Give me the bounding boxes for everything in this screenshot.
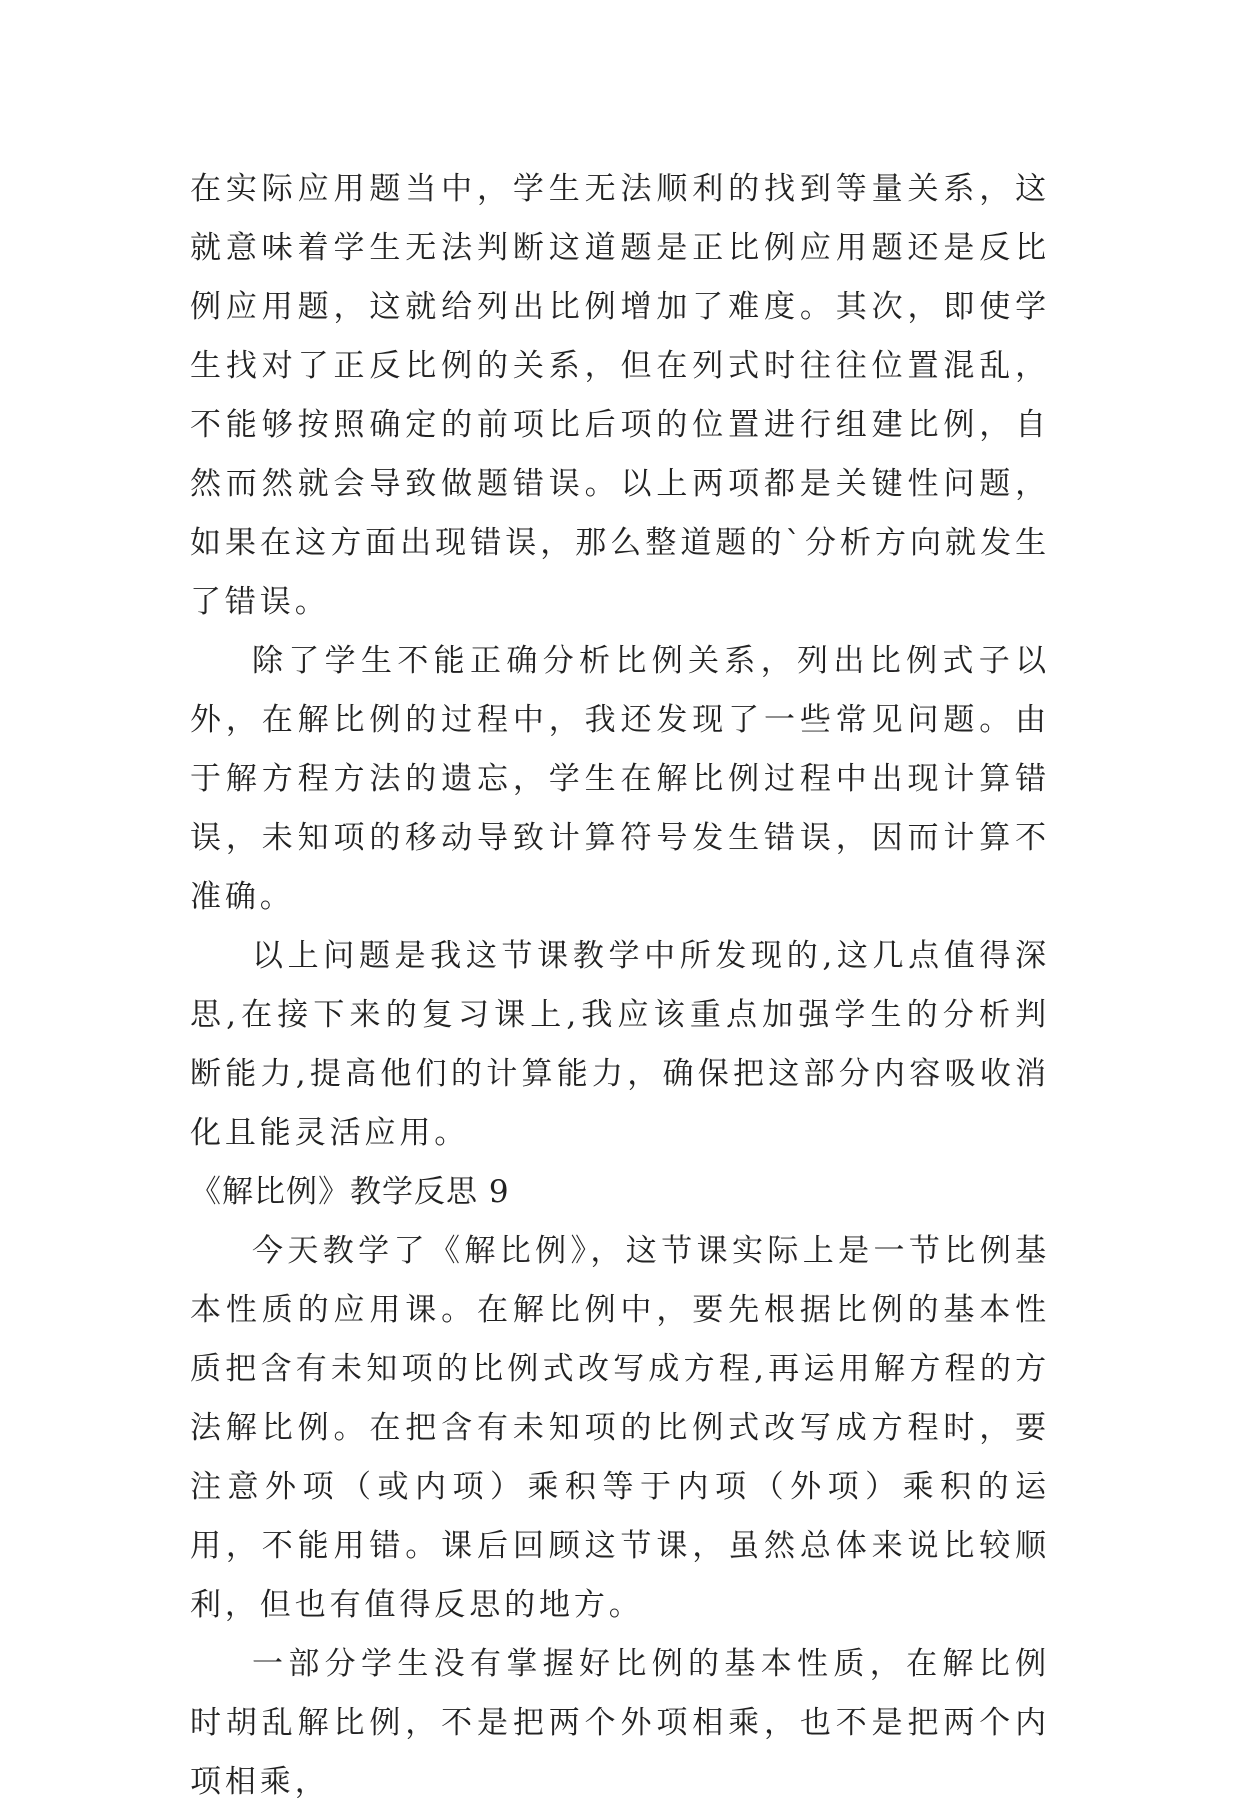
section-heading: 《解比例》教学反思 9 [190,1174,510,1210]
paragraph-calculation-errors: 除了学生不能正确分析比例关系，列出比例式子以外，在解比例的过程中，我还发现了一些常见问题。由于解方程方法的遗忘，学生在解比例过程中出现计算错误，未知项的移动导致计算符号发生错误，因而计算不准确。 [190,643,1050,915]
paragraph-reflection-summary: 以上问题是我这节课教学中所发现的,这几点值得深思,在接下来的复习课上,我应该重点加强学生的分析判断能力,提高他们的计算能力，确保把这部分内容吸收消化且能灵活应用。 [190,938,1050,1151]
paragraph-continuation: 在实际应用题当中，学生无法顺利的找到等量关系，这就意味着学生无法判断这道题是正比例应用题还是反比例应用题，这就给列出比例增加了难度。其次，即使学生找对了正反比例的关系，但在列式时往往位置混乱，不能够按照确定的前项比后项的位置进行组建比例，自然而然就会导致做题错误。以上两项都是关键性问题，如果在这方面出现错误，那么整道题的`分析方向就发生了错误。 [190,171,1050,620]
document-body [190,160,1050,1812]
paragraph-lesson-overview: 今天教学了《解比例》，这节课实际上是一节比例基本性质的应用课。在解比例中，要先根据比例的基本性质把含有未知项的比例式改写成方程,再运用解方程的方法解比例。在把含有未知项的比例式改写成方程时，要注意外项（或内项）乘积等于内项（外项）乘积的运用，不能用错。课后回顾这节课，虽然总体来说比较顺利，但也有值得反思的地方。 [190,1233,1050,1623]
paragraph-student-issues: 一部分学生没有掌握好比例的基本性质，在解比例时胡乱解比例，不是把两个外项相乘，也不是把两个内项相乘， [190,1646,1050,1800]
